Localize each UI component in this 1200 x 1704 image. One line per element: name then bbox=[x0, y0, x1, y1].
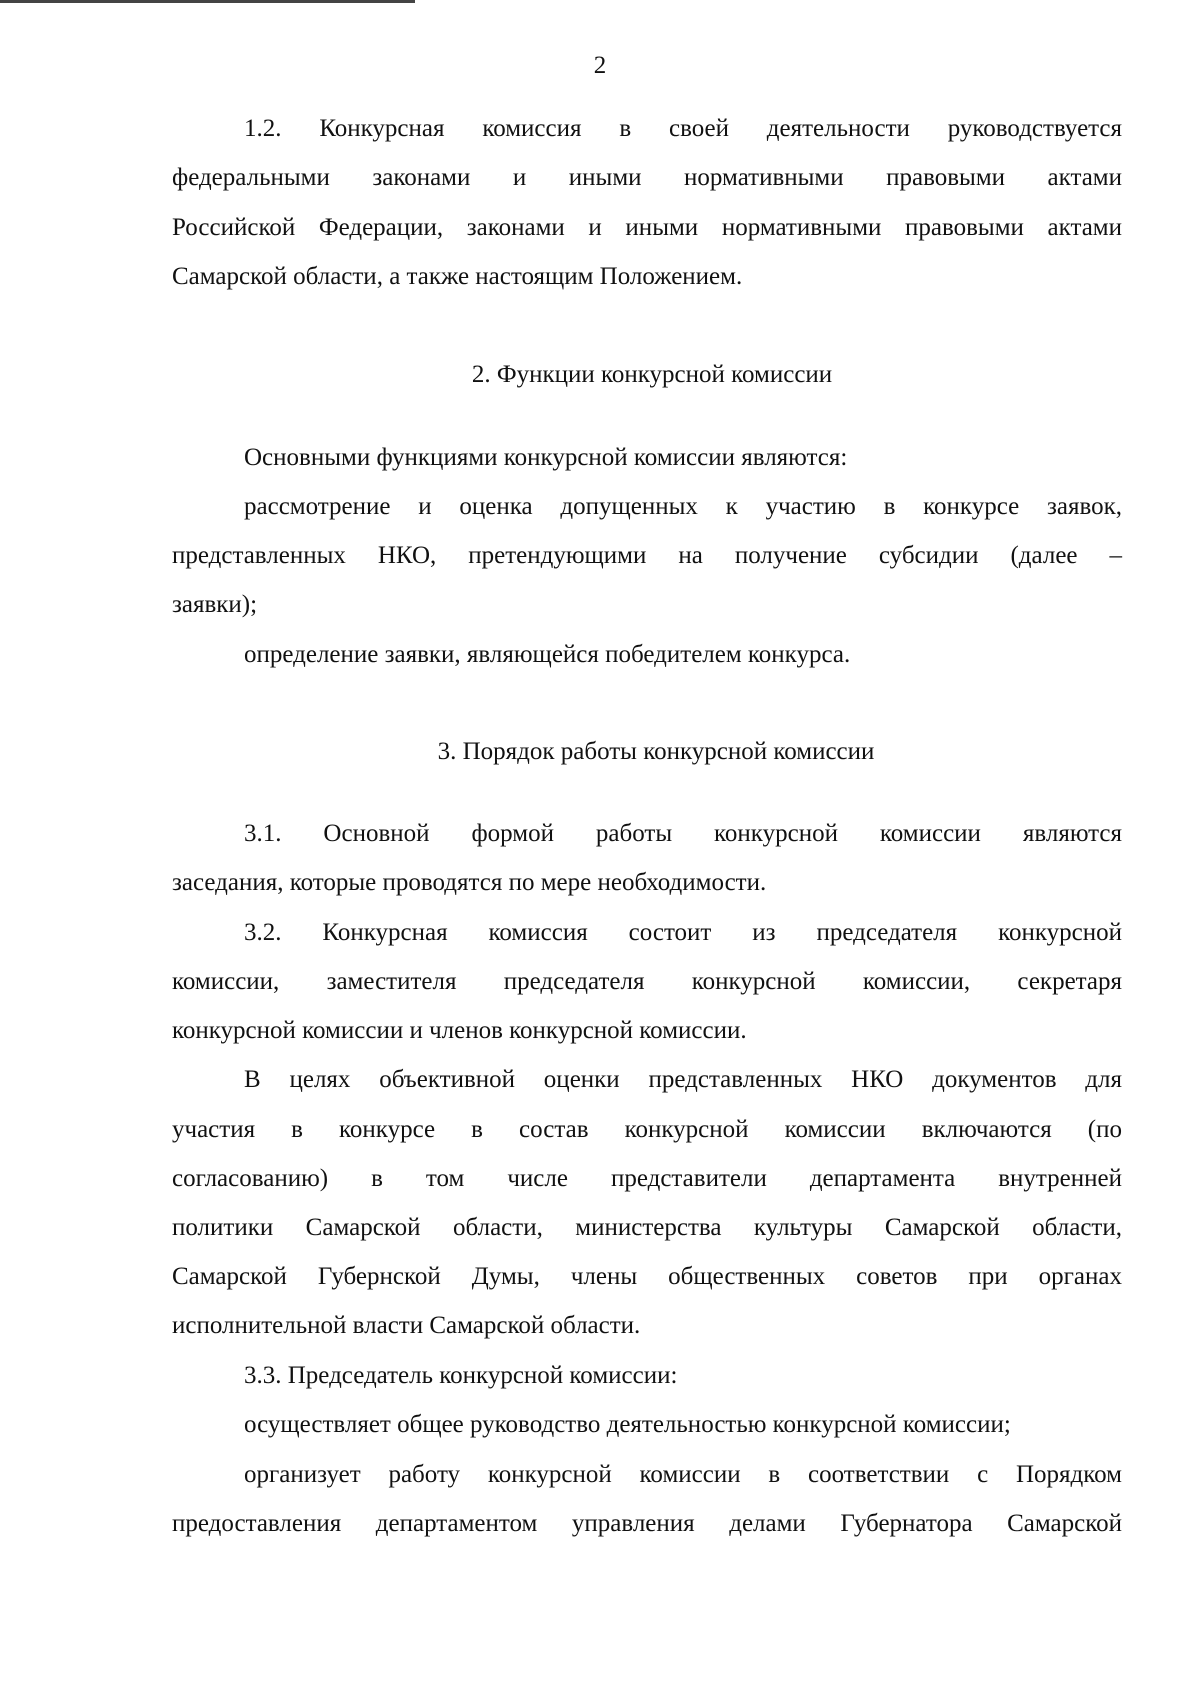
text-line: 3.2. Конкурсная комиссия состоит из председателя конкурсной bbox=[244, 919, 1122, 946]
text-line: федеральными законами и иными нормативными правовыми актами bbox=[172, 164, 1122, 191]
text-line: предоставления департаментом управления делами Губернатора Самарской bbox=[172, 1510, 1122, 1537]
text-line: организует работу конкурсной комиссии в соответствии с Порядком bbox=[244, 1461, 1122, 1488]
text-line: В целях объективной оценки представленных НКО документов для bbox=[244, 1066, 1122, 1093]
text-line: Самарской области, а также настоящим Положением. bbox=[172, 263, 743, 290]
text-line: исполнительной власти Самарской области. bbox=[172, 1312, 641, 1339]
text-line: 1.2. Конкурсная комиссия в своей деятельности руководствуется bbox=[244, 115, 1122, 142]
text-line: Основными функциями конкурсной комиссии являются: bbox=[244, 444, 848, 471]
text-line: заявки); bbox=[172, 591, 258, 618]
text-line: 3.3. Председатель конкурсной комиссии: bbox=[244, 1362, 678, 1389]
text-line: осуществляет общее руководство деятельностью конкурсной комиссии; bbox=[244, 1411, 1011, 1438]
scan-edge-line bbox=[0, 0, 415, 3]
text-line: Российской Федерации, законами и иными нормативными правовыми актами bbox=[172, 214, 1122, 241]
text-line: Самарской Губернской Думы, члены общественных советов при органах bbox=[172, 1263, 1122, 1290]
text-line: рассмотрение и оценка допущенных к участию в конкурсе заявок, bbox=[244, 493, 1122, 520]
section-3-heading: 3. Порядок работы конкурсной комиссии bbox=[437, 738, 875, 765]
text-line: 3.1. Основной формой работы конкурсной комиссии являются bbox=[244, 820, 1122, 847]
section-2-heading: 2. Функции конкурсной комиссии bbox=[471, 361, 833, 388]
text-line: согласованию) в том числе представители департамента внутренней bbox=[172, 1165, 1122, 1192]
text-line: представленных НКО, претендующими на получение субсидии (далее – bbox=[172, 542, 1122, 569]
text-line: комиссии, заместителя председателя конкурсной комиссии, секретаря bbox=[172, 968, 1122, 995]
text-line: заседания, которые проводятся по мере необходимости. bbox=[172, 869, 767, 896]
text-line: определение заявки, являющейся победителем конкурса. bbox=[244, 641, 851, 668]
page-number: 2 bbox=[593, 52, 607, 79]
text-line: конкурсной комиссии и членов конкурсной комиссии. bbox=[172, 1017, 747, 1044]
text-line: участия в конкурсе в состав конкурсной комиссии включаются (по bbox=[172, 1116, 1122, 1143]
text-line: политики Самарской области, министерства культуры Самарской области, bbox=[172, 1214, 1122, 1241]
